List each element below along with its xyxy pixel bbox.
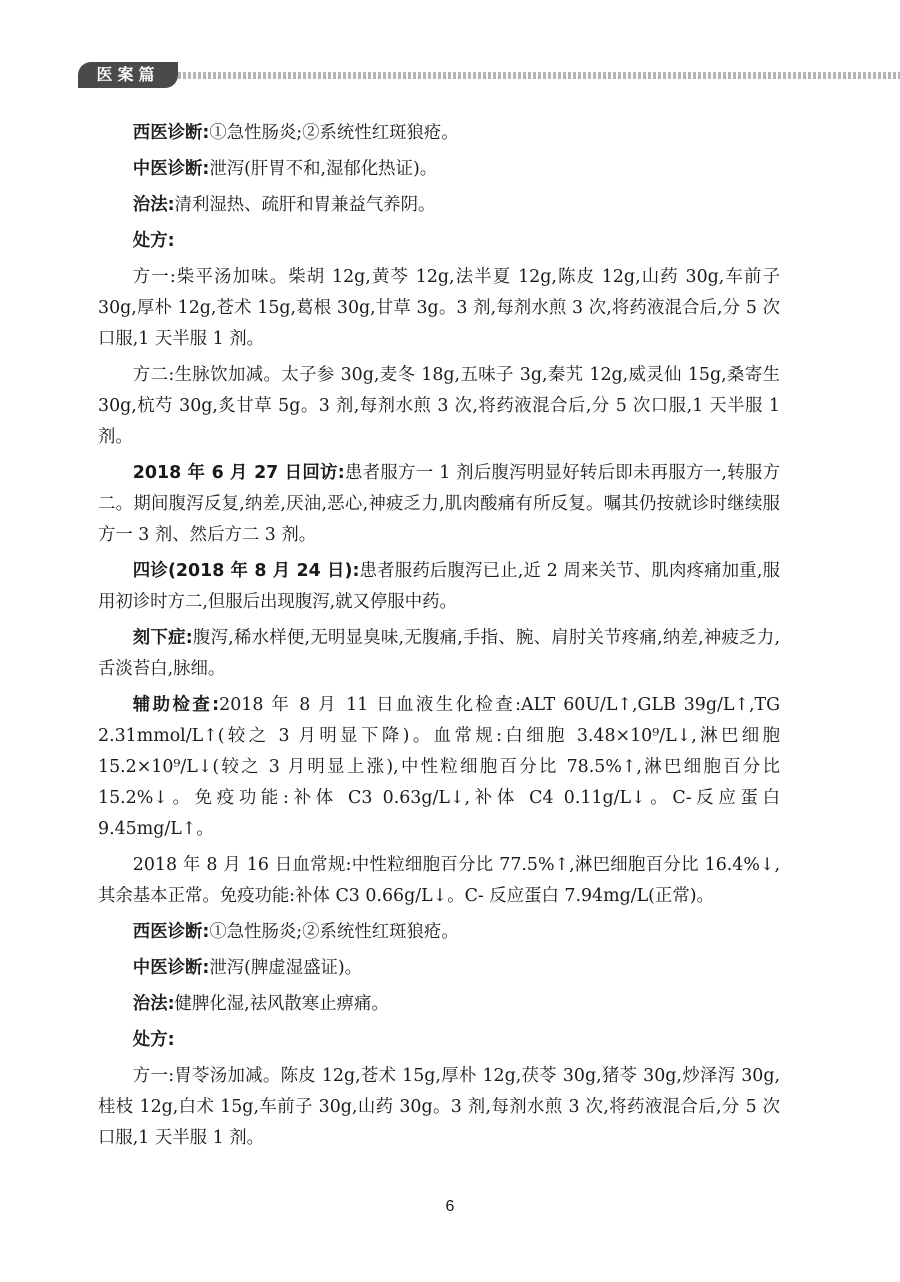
paragraph-lab-tests xyxy=(98,690,780,845)
paragraph-label: 刻下症: xyxy=(132,628,193,648)
paragraph-text: 清利湿热、疏肝和胃兼益气养阴。 xyxy=(174,195,436,215)
paragraph-text: 腹泻,稀水样便,无明显臭味,无腹痛,手指、腕、肩肘关节疼痛,纳差,神疲乏力,舌淡苔白,脉细。 xyxy=(98,628,780,679)
paragraph-label: 中医诊断: xyxy=(132,958,210,978)
paragraph-text: 2018 年 8 月 16 日血常规:中性粒细胞百分比 77.5%↑,淋巴细胞百分比 16.4%↓,其余基本正常。免疫功能:补体 C3 0.66g/L↓。C- 反应蛋白 7.94mg/L(正常)。 xyxy=(98,855,780,906)
paragraph-text: ①急性肠炎;②系统性红斑狼疮。 xyxy=(209,123,459,143)
paragraph-label: 处方: xyxy=(132,1030,175,1050)
paragraph-formula-1 xyxy=(98,262,780,355)
paragraph-text: 患者服药后腹泻已止,近 2 周来关节、肌肉疼痛加重,服用初诊时方二,但服后出现腹泻,就又停服中药。 xyxy=(98,561,780,612)
paragraph-formula-3 xyxy=(98,1061,780,1154)
paragraph-label: 中医诊断: xyxy=(132,159,210,179)
paragraph-western-diagnosis-2 xyxy=(98,917,780,948)
paragraph-text: 方二:生脉饮加减。太子参 30g,麦冬 18g,五味子 3g,秦艽 12g,威灵仙 15g,桑寄生 30g,杭芍 30g,炙甘草 5g。3 剂,每剂水煎 3 次,将药液混合后,分 5 次口服,1 天半服 1 剂。 xyxy=(98,365,780,447)
paragraph-prescription-heading-1 xyxy=(98,226,780,257)
paragraph-treatment-2 xyxy=(98,989,780,1020)
paragraph-text: 患者服方一 1 剂后腹泻明显好转后即未再服方一,转服方二。期间腹泻反复,纳差,厌油,恶心,神疲乏力,肌肉酸痛有所反复。嘱其仍按就诊时继续服方一 3 剂、然后方二 3 剂。 xyxy=(98,463,780,545)
header-rule xyxy=(178,72,900,79)
paragraph-follow-up xyxy=(98,458,780,551)
running-header xyxy=(78,62,900,88)
paragraph-tcm-diagnosis-1 xyxy=(98,154,780,185)
paragraph-text: 方一:柴平汤加味。柴胡 12g,黄芩 12g,法半夏 12g,陈皮 12g,山药 30g,车前子 30g,厚朴 12g,苍术 15g,葛根 30g,甘草 3g。3 剂,每剂水煎 3 次,将药液混合后,分 5 次口服,1 天半服 1 剂。 xyxy=(98,267,780,349)
paragraph-prescription-heading-2 xyxy=(98,1025,780,1056)
paragraph-text: 2018 年 8 月 11 日血液生化检查:ALT 60U/L↑,GLB 39g/L↑,TG 2.31mmol/L↑(较之 3 月明显下降)。血常规:白细胞 3.48×10⁹/L↓,淋巴细胞 15.2×10⁹/L↓(较之 3 月明显上涨),中性粒细胞百分比 78.5%↑,淋巴细胞百分比 15.2%↓。免疫功能:补体 C3 0.63g/L↓,补体 C4 0.11g/L↓。C-反应蛋白 9.45mg/L↑。 xyxy=(98,695,780,839)
page-number: 6 xyxy=(445,1198,455,1215)
paragraph-label: 处方: xyxy=(132,231,175,251)
paragraph-western-diagnosis-1 xyxy=(98,118,780,149)
paragraph-label: 治法: xyxy=(132,195,175,215)
paragraph-label: 西医诊断: xyxy=(132,922,210,942)
paragraph-label: 西医诊断: xyxy=(132,123,210,143)
paragraph-text: ①急性肠炎;②系统性红斑狼疮。 xyxy=(209,922,459,942)
paragraph-text: 泄泻(肝胃不和,湿郁化热证)。 xyxy=(209,159,438,179)
paragraph-text: 泄泻(脾虚湿盛证)。 xyxy=(209,958,363,978)
paragraph-label: 2018 年 6 月 27 日回访: xyxy=(132,463,345,483)
body-text xyxy=(98,118,780,1159)
section-label: 医案篇 xyxy=(78,62,178,88)
paragraph-label: 四诊(2018 年 8 月 24 日): xyxy=(132,561,360,581)
paragraph-blood-routine xyxy=(98,850,780,912)
paragraph-fourth-visit xyxy=(98,556,780,618)
paragraph-tcm-diagnosis-2 xyxy=(98,953,780,984)
paragraph-label: 辅助检查: xyxy=(132,695,220,715)
paragraph-label: 治法: xyxy=(132,994,175,1014)
paragraph-text: 健脾化湿,祛风散寒止痹痛。 xyxy=(174,994,389,1014)
paragraph-treatment-1 xyxy=(98,190,780,221)
paragraph-text: 方一:胃苓汤加减。陈皮 12g,苍术 15g,厚朴 12g,茯苓 30g,猪苓 30g,炒泽泻 30g,桂枝 12g,白术 15g,车前子 30g,山药 30g。3 剂,每剂水煎 3 次,将药液混合后,分 5 次口服,1 天半服 1 剂。 xyxy=(98,1066,780,1148)
paragraph-formula-2 xyxy=(98,360,780,453)
paragraph-current-symptoms xyxy=(98,623,780,685)
